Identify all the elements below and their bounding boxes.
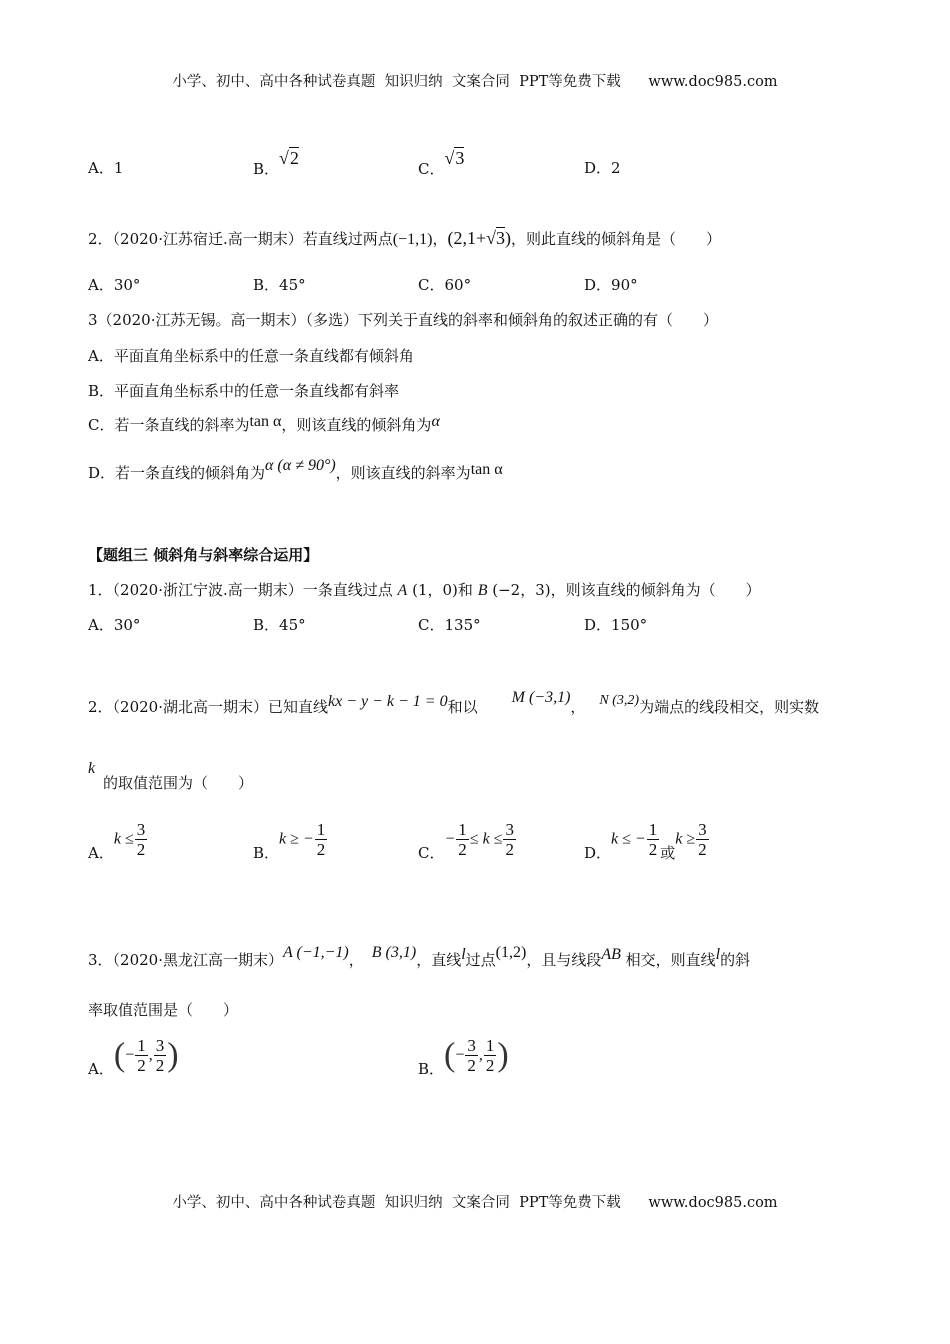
s3q1-point-b-name: B: [477, 582, 488, 599]
s3q2-stem-a: 2．（2020·湖北高一期末）已知直线: [88, 698, 328, 716]
page-header: 小学、初中、高中各种试卷真题 知识归纳 文案合同 PPT等免费下载 www.doc985.com: [172, 74, 778, 90]
q3-option-d-pre: D．若一条直线的倾斜角为: [88, 464, 266, 482]
q3-option-c-tan: tan α: [249, 413, 282, 430]
s3q2-option-b: [253, 820, 328, 862]
s3q2-line-equation: kx − y − k − 1 = 0: [328, 693, 448, 710]
right-paren: ): [497, 1036, 509, 1074]
s3q3-segment-ab: AB: [601, 946, 621, 963]
s3q2-stem-c: 为端点的线段相交，则实数: [639, 698, 820, 716]
s3q2-option-d-or: 或: [660, 843, 676, 862]
q2-option-d: D．90°: [584, 276, 638, 294]
s3q3-point: (1,2): [495, 944, 527, 961]
fraction: [647, 820, 660, 859]
s3q2-point-n: N (3,2): [599, 693, 640, 708]
s3q1-option-a: A．30°: [88, 616, 141, 634]
q0-option-b-value: 2: [289, 148, 299, 168]
fraction: [456, 820, 469, 859]
s3q1-option-d: D．150°: [584, 616, 648, 634]
denominator: 2: [505, 840, 514, 859]
fraction: [315, 820, 328, 859]
s3q2-option-c-pre: −: [444, 830, 456, 848]
right-paren: ): [167, 1036, 179, 1074]
q2-stem: [88, 228, 721, 250]
q3-option-d-mid: ，则该直线的斜率为: [335, 464, 471, 482]
q3-option-b: B．平面直角坐标系中的任意一条直线都有斜率: [88, 382, 400, 400]
numerator: 3: [698, 820, 707, 839]
fraction: [135, 820, 148, 859]
q3-option-c: [88, 415, 440, 436]
q3-option-d-cond: α (α ≠ 90°): [265, 457, 336, 474]
numerator: 1: [316, 820, 326, 839]
s3q3-option-a-label: A．: [88, 1059, 114, 1078]
q2-point-2-pre: (2,1+: [447, 228, 487, 248]
page-footer: 小学、初中、高中各种试卷真题 知识归纳 文案合同 PPT等免费下载 www.doc985.com: [172, 1195, 778, 1211]
q3-option-c-alpha: α: [431, 413, 440, 430]
s3q3-option-a: [88, 1036, 179, 1078]
s3q1-stem-b: ，则该直线的倾斜角为（ ）: [550, 581, 761, 599]
s3q3-stem-g: 率取值范围是（ ）: [88, 1001, 239, 1019]
s3q1-option-b: B．45°: [253, 616, 306, 634]
s3q1-point-a-coord: (1，0)和: [412, 581, 473, 599]
s3q2-option-a-pre: k ≤: [113, 830, 134, 848]
s3q2-comma: ，: [570, 698, 586, 716]
fraction: [154, 1036, 167, 1075]
fraction: [135, 1036, 148, 1075]
minus-sign: −: [455, 1046, 465, 1064]
q3-option-c-pre: C．若一条直线的斜率为: [88, 416, 250, 434]
s3q3-stem: [88, 944, 751, 971]
denominator: 2: [467, 1056, 476, 1075]
s3q2-option-d: [584, 820, 710, 862]
q0-option-c-label: C．: [418, 160, 445, 178]
fraction: [465, 1036, 478, 1075]
q3-option-d-tan: tan α: [470, 461, 503, 478]
q0-option-b: [253, 148, 299, 178]
s3q2-option-a: [88, 820, 148, 862]
q3-option-a: A．平面直角坐标系中的任意一条直线都有倾斜角: [88, 347, 414, 365]
q0-option-d: D．2: [584, 159, 621, 177]
left-paren: (: [444, 1036, 456, 1074]
s3q2-option-b-pre: k ≥ −: [279, 830, 314, 848]
fraction: [484, 1036, 497, 1075]
q0-option-b-label: B．: [253, 160, 280, 178]
s3q3-stem-e: 相交，则直线: [620, 951, 716, 969]
s3q3-point-a: A (−1,−1): [283, 944, 349, 961]
denominator: 2: [316, 840, 326, 859]
s3q2-point-m: M (−3,1): [511, 689, 571, 706]
sqrt-symbol: √3: [444, 148, 465, 168]
sqrt-symbol: √2: [279, 148, 299, 168]
numerator: 1: [137, 1036, 146, 1055]
q0-option-c: [418, 148, 465, 178]
s3q1-point-b-coord: (−2，3): [492, 581, 551, 599]
q0-option-a: A．1: [88, 159, 124, 177]
comma: ,: [478, 1046, 483, 1064]
denominator: 2: [155, 1056, 165, 1075]
s3q2-option-c: [418, 820, 517, 862]
fraction: [696, 820, 709, 859]
s3q3-option-b: [418, 1036, 509, 1078]
s3q3-comma: ，: [348, 951, 364, 969]
denominator: 2: [458, 840, 467, 859]
denominator: 2: [137, 1056, 146, 1075]
s3q3-point-b: B (3,1): [371, 944, 417, 961]
s3q2-option-d-pre: k ≤ −: [611, 830, 646, 848]
q2-point-2: [447, 227, 511, 248]
s3q1-stem: [88, 580, 761, 601]
s3q2-k: [88, 758, 95, 779]
s3q2-stem: [88, 689, 820, 719]
q2-stem-a: 2．（2020·江苏宿迁.高一期末）若直线过两点: [88, 230, 393, 248]
s3q2-option-c-mid: ≤ k ≤: [469, 830, 503, 848]
s3q2-option-c-label: C．: [418, 843, 445, 862]
q3-option-d: [88, 457, 503, 484]
q2-stem-b: ，则此直线的倾斜角是（ ）: [511, 230, 722, 248]
numerator: 3: [136, 820, 146, 839]
numerator: 1: [458, 820, 467, 839]
s3q3-line-l-2: l: [715, 946, 721, 963]
denominator: 2: [136, 840, 146, 859]
q2-option-a: A．30°: [88, 276, 141, 294]
q2-sep: ，: [432, 230, 448, 248]
numerator: 3: [505, 820, 514, 839]
s3q3-stem-d: ，且与线段: [526, 951, 602, 969]
s3q1-stem-a: 1．（2020·浙江宁波.高一期末）一条直线过点: [88, 581, 393, 599]
denominator: 2: [648, 840, 658, 859]
numerator: 3: [155, 1036, 165, 1055]
denominator: 2: [485, 1056, 495, 1075]
s3q1-option-c: C．135°: [418, 616, 481, 634]
s3q2-stem-d: 的取值范围为（ ）: [103, 774, 254, 792]
section-title: 【题组三 倾斜角与斜率综合运用】: [88, 546, 319, 564]
q2-point-1: (−1,1): [392, 231, 433, 248]
q3-option-c-mid: ，则该直线的倾斜角为: [281, 416, 432, 434]
s3q1-point-a-name: A: [397, 582, 408, 599]
comma: ,: [148, 1046, 153, 1064]
s3q3-option-b-label: B．: [418, 1059, 445, 1078]
left-paren: (: [113, 1036, 126, 1074]
q3-stem: 3（2020·江苏无锡。高一期末）（多选）下列关于直线的斜率和倾斜角的叙述正确的有（ ）: [88, 311, 718, 329]
q2-option-c: C．60°: [418, 276, 472, 294]
s3q3-stem-c: 过点: [465, 951, 496, 969]
q0-option-c-value: 3: [455, 148, 465, 168]
s3q2-stem-b: 和以: [447, 698, 478, 716]
s3q2-option-a-label: A．: [88, 843, 114, 862]
s3q3-stem-f: 的斜: [720, 951, 751, 969]
s3q3-stem-a: 3．（2020·黑龙江高一期末）: [88, 951, 283, 969]
s3q2-option-d-label: D．: [584, 843, 612, 862]
numerator: 1: [485, 1036, 495, 1055]
numerator: 3: [467, 1036, 476, 1055]
q2-option-b: B．45°: [253, 276, 306, 294]
s3q3-stem-b: ，直线: [416, 951, 462, 969]
sqrt-symbol: √: [486, 228, 497, 248]
numerator: 1: [648, 820, 658, 839]
s3q2-option-d-mid: k ≥: [675, 830, 696, 848]
fraction: [503, 820, 516, 859]
s3q3-line-l: l: [461, 946, 466, 963]
minus-sign: −: [125, 1046, 135, 1064]
s3q2-k-var: k: [88, 760, 96, 777]
denominator: 2: [698, 840, 707, 859]
s3q2-option-b-label: B．: [253, 843, 280, 862]
q2-point-2-post: ): [505, 228, 512, 248]
q2-point-2-rad: 3: [496, 228, 506, 248]
